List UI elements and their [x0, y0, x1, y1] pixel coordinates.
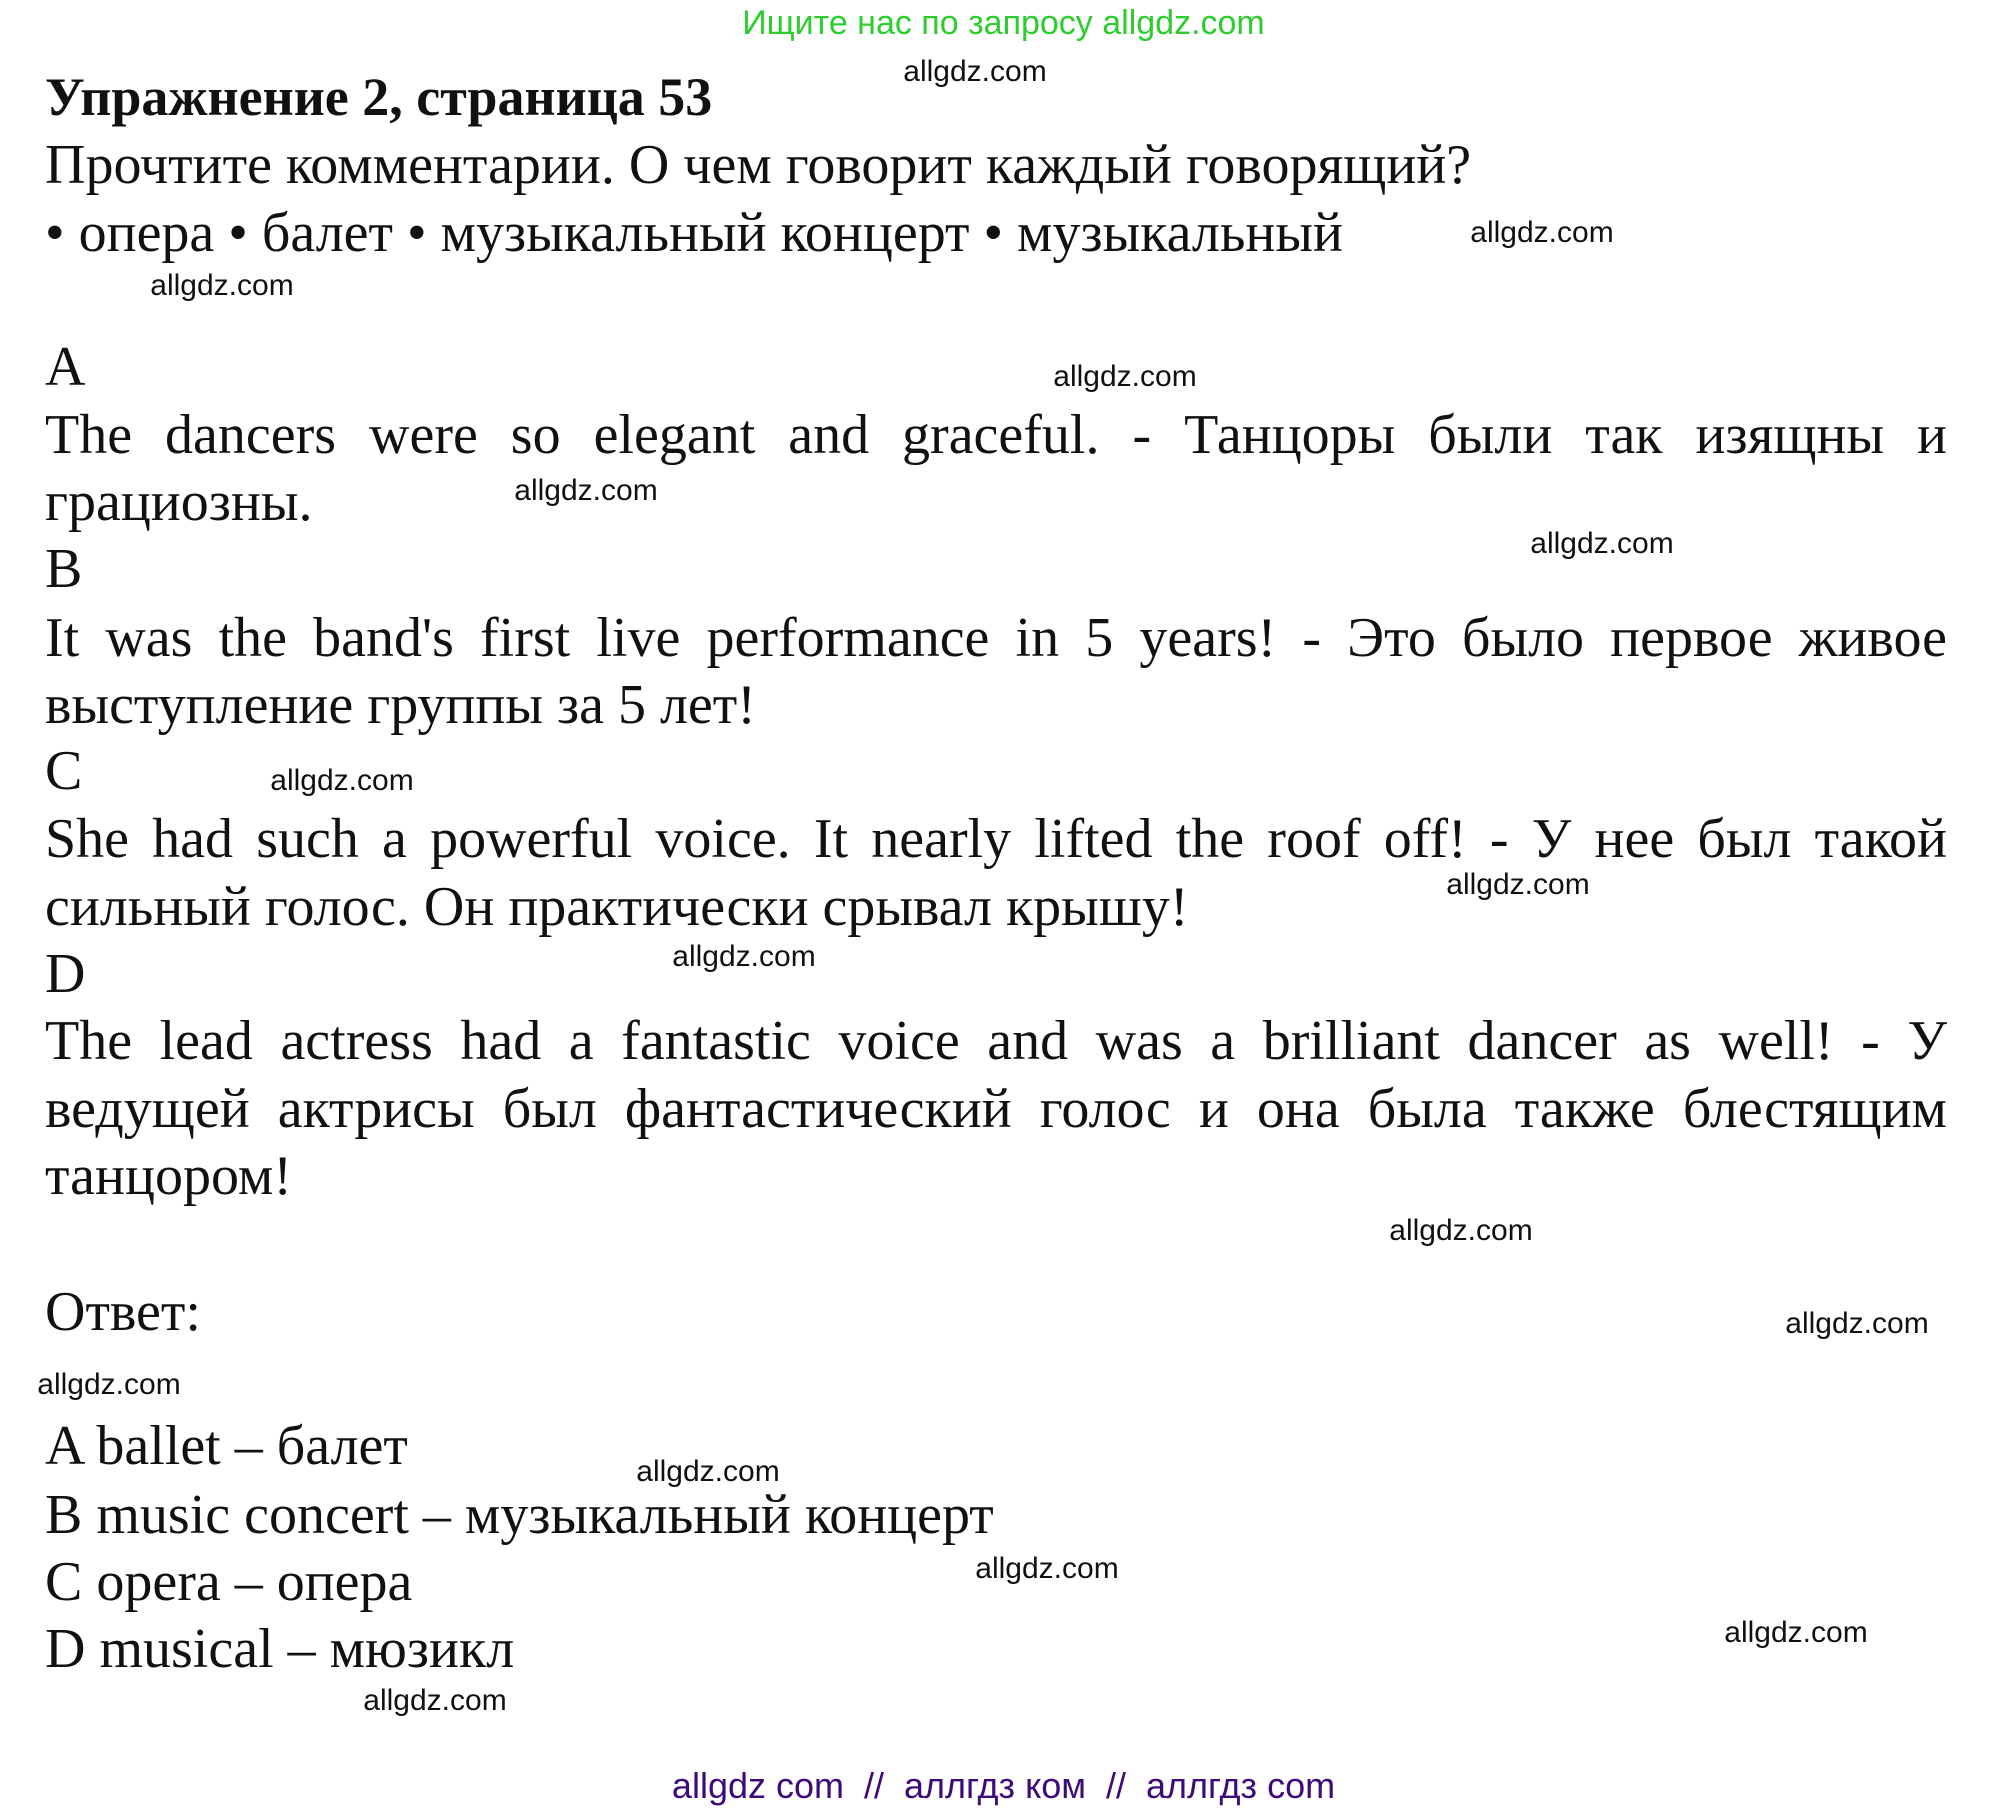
page-title: Упражнение 2, страница 53 [45, 67, 713, 127]
item-letter: D [45, 943, 86, 1005]
watermark: allgdz.com [1724, 1616, 1868, 1649]
watermark: allgdz.com [903, 55, 1047, 88]
answer-line: C opera – опера [45, 1551, 413, 1613]
answer-line: D musical – мюзикл [45, 1618, 515, 1680]
item-text: танцором! [45, 1145, 292, 1207]
item-text: сильный голос. Он практически срывал крышу! [45, 876, 1189, 938]
answer-line: A ballet – балет [45, 1415, 408, 1477]
watermark: allgdz.com [363, 1684, 507, 1717]
watermark: allgdz.com [975, 1552, 1119, 1585]
watermark: allgdz.com [1785, 1307, 1929, 1340]
item-letter: C [45, 740, 83, 802]
watermark: allgdz.com [1470, 216, 1614, 249]
item-text: выступление группы за 5 лет! [45, 674, 756, 736]
watermark: allgdz.com [1530, 527, 1674, 560]
footer-links: allgdz com // аллгдз ком // аллгдз com [671, 1765, 1336, 1806]
item-letter: B [45, 538, 83, 600]
watermark: allgdz.com [1389, 1214, 1533, 1247]
item-text: It was the band's first live performance in 5 years! - Это было первое живое [45, 607, 1947, 669]
answer-label: Ответ: [45, 1281, 201, 1343]
item-letter: A [45, 336, 86, 398]
options-list: • опера • балет • музыкальный концерт • музыкальный [45, 202, 1343, 264]
watermark: allgdz.com [636, 1455, 780, 1488]
answer-line: B music concert – музыкальный концерт [45, 1484, 994, 1546]
item-text: грациозны. [45, 471, 313, 533]
watermark: allgdz.com [270, 764, 414, 797]
watermark: allgdz.com [150, 269, 294, 302]
watermark: allgdz.com [1053, 360, 1197, 393]
watermark: allgdz.com [672, 940, 816, 973]
task-text: Прочтите комментарии. О чем говорит каждый говорящий? [45, 134, 1472, 196]
item-text: ведущей актрисы был фантастический голос и она была также блестящим [45, 1078, 1947, 1140]
search-banner: Ищите нас по запросу allgdz.com [742, 4, 1265, 42]
watermark: allgdz.com [37, 1368, 181, 1401]
item-text: The lead actress had a fantastic voice and was a brilliant dancer as well! - У [45, 1010, 1947, 1072]
watermark: allgdz.com [1446, 868, 1590, 901]
item-text: The dancers were so elegant and graceful. - Танцоры были так изящны и [45, 404, 1947, 466]
watermark: allgdz.com [514, 474, 658, 507]
item-text: She had such a powerful voice. It nearly lifted the roof off! - У нее был такой [45, 808, 1947, 870]
